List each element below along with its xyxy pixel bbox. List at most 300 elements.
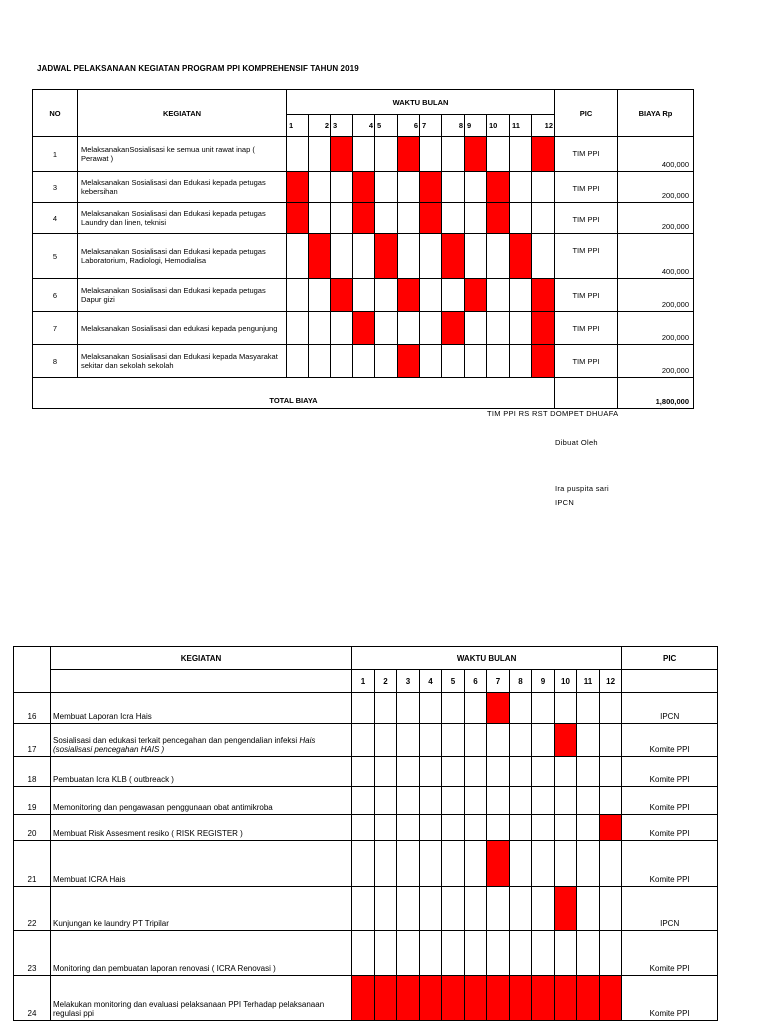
month-cell <box>442 693 465 724</box>
month-cell <box>375 137 398 172</box>
activity-cell: Membuat ICRA Hais <box>51 841 352 887</box>
month-header: 1 <box>287 115 309 137</box>
activity-cell: Membuat Risk Assesment resiko ( RISK REGISTER ) <box>51 815 352 841</box>
month-cell <box>465 172 487 203</box>
activity-cell: Memonitoring dan pengawasan penggunaan obat antimikroba <box>51 787 352 815</box>
month-header: 9 <box>532 670 555 693</box>
pic-cell: TIM PPI <box>555 312 618 345</box>
table-row <box>14 887 718 931</box>
scheduled-month-cell <box>510 234 532 279</box>
header-row <box>14 647 718 670</box>
month-cell <box>397 931 420 976</box>
month-cell <box>309 203 331 234</box>
scheduled-month-cell <box>375 234 398 279</box>
pic-cell: Komite PPI <box>622 787 718 815</box>
scheduled-month-cell <box>353 172 375 203</box>
scheduled-month-cell <box>420 172 442 203</box>
month-header: 4 <box>353 115 375 137</box>
month-cell <box>532 693 555 724</box>
month-cell <box>577 931 600 976</box>
scheduled-month-cell <box>375 976 397 1021</box>
header-kegiatan: KEGIATAN <box>51 647 352 670</box>
cost-cell: 200,000 <box>618 279 694 312</box>
month-cell <box>465 887 487 931</box>
pic-cell: Komite PPI <box>622 815 718 841</box>
month-cell <box>397 724 420 757</box>
scheduled-month-cell <box>465 976 487 1021</box>
cost-cell: 200,000 <box>618 172 694 203</box>
scheduled-month-cell <box>600 815 622 841</box>
pic-cell: IPCN <box>622 693 718 724</box>
month-header: 11 <box>577 670 600 693</box>
month-cell <box>353 279 375 312</box>
scheduled-month-cell <box>353 312 375 345</box>
month-cell <box>487 234 510 279</box>
month-cell <box>420 887 442 931</box>
month-cell <box>600 693 622 724</box>
header-pic: PIC <box>555 90 618 137</box>
total-row <box>33 378 694 409</box>
made-by-label: Dibuat Oleh <box>555 438 598 447</box>
month-header: 1 <box>352 670 375 693</box>
month-cell <box>352 757 375 787</box>
row-number: 8 <box>33 345 78 378</box>
month-header: 2 <box>375 670 397 693</box>
month-cell <box>398 172 420 203</box>
document-title: JADWAL PELAKSANAAN KEGIATAN PROGRAM PPI KOMPREHENSIF TAHUN 2019 <box>37 64 359 73</box>
month-cell <box>375 693 397 724</box>
month-cell <box>555 815 577 841</box>
activity-cell: Melakukan monitoring dan evaluasi pelaksanaan PPI Terhadap pelaksanaan regulasi ppi <box>51 976 352 1021</box>
month-header: 3 <box>331 115 353 137</box>
signer-name: Ira puspita sari <box>555 484 609 493</box>
pic-cell: Komite PPI <box>622 931 718 976</box>
month-cell <box>420 312 442 345</box>
table-row <box>14 931 718 976</box>
month-cell <box>398 203 420 234</box>
month-cell <box>375 345 398 378</box>
month-header: 10 <box>555 670 577 693</box>
month-cell <box>442 841 465 887</box>
month-cell <box>555 841 577 887</box>
month-cell <box>353 234 375 279</box>
month-header: 3 <box>397 670 420 693</box>
schedule-table-2 <box>13 646 718 1021</box>
pic-cell: TIM PPI <box>555 234 618 279</box>
month-cell <box>420 815 442 841</box>
month-cell <box>487 787 510 815</box>
month-header: 8 <box>442 115 465 137</box>
month-cell <box>510 312 532 345</box>
month-cell <box>510 137 532 172</box>
table-row <box>33 279 694 312</box>
month-cell <box>532 203 555 234</box>
row-number: 4 <box>33 203 78 234</box>
month-cell <box>465 234 487 279</box>
scheduled-month-cell <box>353 203 375 234</box>
scheduled-month-cell <box>577 976 600 1021</box>
month-cell <box>420 724 442 757</box>
table-row <box>33 345 694 378</box>
pic-cell: IPCN <box>622 887 718 931</box>
month-cell <box>442 724 465 757</box>
month-cell <box>577 841 600 887</box>
month-cell <box>465 312 487 345</box>
month-cell <box>532 841 555 887</box>
month-cell <box>375 172 398 203</box>
month-cell <box>465 787 487 815</box>
activity-cell: Kunjungan ke laundry PT Tripilar <box>51 887 352 931</box>
month-cell <box>309 312 331 345</box>
month-cell <box>397 787 420 815</box>
month-cell <box>331 312 353 345</box>
month-cell <box>532 757 555 787</box>
month-header: 12 <box>600 670 622 693</box>
month-cell <box>352 724 375 757</box>
pic-cell: TIM PPI <box>555 137 618 172</box>
scheduled-month-cell <box>600 976 622 1021</box>
scheduled-month-cell <box>532 976 555 1021</box>
month-cell <box>397 815 420 841</box>
scheduled-month-cell <box>532 279 555 312</box>
month-cell <box>600 931 622 976</box>
total-value: 1,800,000 <box>618 378 694 409</box>
month-cell <box>287 312 309 345</box>
month-cell <box>465 345 487 378</box>
activity-cell: Melaksanakan Sosialisasi dan edukasi kepada pengunjung <box>78 312 287 345</box>
month-cell <box>555 787 577 815</box>
scheduled-month-cell <box>398 345 420 378</box>
scheduled-month-cell <box>487 203 510 234</box>
month-cell <box>375 757 397 787</box>
month-cell <box>600 724 622 757</box>
month-cell <box>442 787 465 815</box>
month-cell <box>510 931 532 976</box>
activity-cell: Melaksanakan Sosialisasi dan Edukasi kepada petugas Laboratorium, Radiologi, Hemodialisa <box>78 234 287 279</box>
month-header: 6 <box>398 115 420 137</box>
month-cell <box>532 787 555 815</box>
row-number: 5 <box>33 234 78 279</box>
scheduled-month-cell <box>397 976 420 1021</box>
scheduled-month-cell <box>532 312 555 345</box>
row-number: 7 <box>33 312 78 345</box>
month-cell <box>375 203 398 234</box>
scheduled-month-cell <box>487 172 510 203</box>
month-cell <box>465 815 487 841</box>
month-cell <box>487 312 510 345</box>
header-waktu-bulan: WAKTU BULAN <box>352 647 622 670</box>
month-cell <box>510 724 532 757</box>
row-number: 3 <box>33 172 78 203</box>
month-header: 4 <box>420 670 442 693</box>
month-cell <box>532 815 555 841</box>
scheduled-month-cell <box>398 279 420 312</box>
scheduled-month-cell <box>555 887 577 931</box>
scheduled-month-cell <box>309 234 331 279</box>
month-cell <box>487 724 510 757</box>
scheduled-month-cell <box>487 976 510 1021</box>
month-cell <box>420 693 442 724</box>
month-cell <box>465 693 487 724</box>
month-cell <box>398 312 420 345</box>
month-cell <box>532 172 555 203</box>
month-cell <box>375 931 397 976</box>
month-cell <box>352 931 375 976</box>
month-header: 5 <box>442 670 465 693</box>
pic-cell: TIM PPI <box>555 345 618 378</box>
table-row <box>33 172 694 203</box>
activity-cell: Melaksanakan Sosialisasi dan Edukasi kepada petugas kebersihan <box>78 172 287 203</box>
month-cell <box>487 815 510 841</box>
month-cell <box>420 234 442 279</box>
month-cell <box>331 172 353 203</box>
month-cell <box>397 887 420 931</box>
month-cell <box>375 724 397 757</box>
month-cell <box>577 815 600 841</box>
row-number: 18 <box>14 757 51 787</box>
month-cell <box>510 693 532 724</box>
month-cell <box>532 887 555 931</box>
scheduled-month-cell <box>465 279 487 312</box>
month-cell <box>442 345 465 378</box>
month-cell <box>465 757 487 787</box>
scheduled-month-cell <box>287 172 309 203</box>
table-row <box>14 841 718 887</box>
scheduled-month-cell <box>555 724 577 757</box>
total-label: TOTAL BIAYA <box>269 396 318 405</box>
month-cell <box>375 815 397 841</box>
cost-cell: 400,000 <box>618 234 694 279</box>
table-row <box>33 137 694 172</box>
row-number: 1 <box>33 137 78 172</box>
month-cell <box>510 279 532 312</box>
scheduled-month-cell <box>532 137 555 172</box>
month-cell <box>555 757 577 787</box>
table-row <box>14 815 718 841</box>
org-name: TIM PPI RS RST DOMPET DHUAFA <box>487 409 619 418</box>
pic-cell: Komite PPI <box>622 976 718 1021</box>
activity-cell: MelaksanakanSosialisasi ke semua unit rawat inap ( Perawat ) <box>78 137 287 172</box>
month-cell <box>577 724 600 757</box>
signer-role: IPCN <box>555 498 575 507</box>
row-number: 16 <box>14 693 51 724</box>
month-cell <box>487 757 510 787</box>
row-number: 17 <box>14 724 51 757</box>
month-cell <box>420 757 442 787</box>
month-header: 8 <box>510 670 532 693</box>
month-cell <box>375 841 397 887</box>
month-cell <box>577 887 600 931</box>
month-cell <box>331 203 353 234</box>
month-header: 7 <box>487 670 510 693</box>
header-blank <box>51 670 352 693</box>
scheduled-month-cell <box>442 234 465 279</box>
month-cell <box>487 931 510 976</box>
month-header: 12 <box>532 115 555 137</box>
month-cell <box>331 234 353 279</box>
month-cell <box>532 234 555 279</box>
header-kegiatan: KEGIATAN <box>78 90 287 137</box>
cost-cell: 400,000 <box>618 137 694 172</box>
activity-cell <box>51 724 352 757</box>
activity-text-italic: Hais (sosialisasi pencegahan HAIS ) <box>53 736 316 754</box>
month-cell <box>465 841 487 887</box>
table-row <box>14 787 718 815</box>
month-header: 9 <box>465 115 487 137</box>
activity-text: Sosialisasi dan edukasi terkait pencegahan dan pengendalian infeksi <box>53 736 300 745</box>
month-cell <box>398 234 420 279</box>
month-cell <box>487 887 510 931</box>
month-cell <box>375 279 398 312</box>
month-cell <box>510 345 532 378</box>
activity-cell: Pembuatan Icra KLB ( outbreack ) <box>51 757 352 787</box>
header-biaya: BIAYA Rp <box>618 90 694 137</box>
month-cell <box>577 693 600 724</box>
month-cell <box>420 787 442 815</box>
pic-cell: TIM PPI <box>555 279 618 312</box>
month-cell <box>600 841 622 887</box>
month-cell <box>353 345 375 378</box>
month-cell <box>309 137 331 172</box>
month-header: 6 <box>465 670 487 693</box>
scheduled-month-cell <box>532 345 555 378</box>
row-number: 23 <box>14 931 51 976</box>
total-label-cell <box>33 378 555 409</box>
month-cell <box>420 931 442 976</box>
month-cell <box>442 757 465 787</box>
month-cell <box>442 172 465 203</box>
month-cell <box>352 815 375 841</box>
table-row <box>33 312 694 345</box>
total-pic-cell <box>555 378 618 409</box>
table-row <box>14 693 718 724</box>
cost-cell: 200,000 <box>618 312 694 345</box>
month-cell <box>442 203 465 234</box>
scheduled-month-cell <box>555 976 577 1021</box>
pic-cell: Komite PPI <box>622 724 718 757</box>
month-cell <box>287 137 309 172</box>
month-cell <box>397 693 420 724</box>
month-cell <box>287 345 309 378</box>
month-cell <box>600 887 622 931</box>
month-cell <box>600 757 622 787</box>
pic-cell: TIM PPI <box>555 172 618 203</box>
scheduled-month-cell <box>398 137 420 172</box>
month-cell <box>375 887 397 931</box>
scheduled-month-cell <box>331 137 353 172</box>
row-number: 24 <box>14 976 51 1021</box>
month-cell <box>577 787 600 815</box>
month-cell <box>510 757 532 787</box>
month-cell <box>532 931 555 976</box>
scheduled-month-cell <box>287 203 309 234</box>
month-cell <box>600 787 622 815</box>
month-header: 7 <box>420 115 442 137</box>
month-cell <box>442 815 465 841</box>
table-row <box>33 234 694 279</box>
month-header-row <box>14 670 718 693</box>
month-cell <box>287 234 309 279</box>
month-cell <box>555 693 577 724</box>
activity-cell: Melaksanakan Sosialisasi dan Edukasi kepada petugas Laundry dan linen, teknisi <box>78 203 287 234</box>
month-cell <box>510 172 532 203</box>
month-cell <box>331 345 353 378</box>
month-cell <box>510 787 532 815</box>
scheduled-month-cell <box>487 841 510 887</box>
table-row <box>14 976 718 1021</box>
row-number: 21 <box>14 841 51 887</box>
month-cell <box>309 279 331 312</box>
activity-cell: Membuat Laporan Icra Hais <box>51 693 352 724</box>
header-pic: PIC <box>622 647 718 670</box>
table-row <box>14 724 718 757</box>
cost-cell: 200,000 <box>618 345 694 378</box>
pic-cell: Komite PPI <box>622 757 718 787</box>
month-cell <box>420 137 442 172</box>
schedule-table-1 <box>32 89 694 409</box>
month-cell <box>465 203 487 234</box>
month-cell <box>510 841 532 887</box>
pic-cell: Komite PPI <box>622 841 718 887</box>
month-cell <box>420 279 442 312</box>
header-row <box>33 90 694 115</box>
scheduled-month-cell <box>465 137 487 172</box>
scheduled-month-cell <box>352 976 375 1021</box>
month-cell <box>442 887 465 931</box>
month-cell <box>442 279 465 312</box>
month-cell <box>352 887 375 931</box>
month-cell <box>309 345 331 378</box>
scheduled-month-cell <box>510 976 532 1021</box>
month-cell <box>375 787 397 815</box>
row-number: 6 <box>33 279 78 312</box>
month-cell <box>510 815 532 841</box>
month-cell <box>352 693 375 724</box>
month-cell <box>309 172 331 203</box>
scheduled-month-cell <box>442 312 465 345</box>
month-cell <box>287 279 309 312</box>
month-cell <box>465 931 487 976</box>
month-cell <box>555 931 577 976</box>
header-no-blank <box>14 647 51 693</box>
month-cell <box>510 203 532 234</box>
header-blank <box>622 670 718 693</box>
scheduled-month-cell <box>487 693 510 724</box>
scheduled-month-cell <box>420 203 442 234</box>
month-cell <box>532 724 555 757</box>
month-cell <box>487 279 510 312</box>
cost-cell: 200,000 <box>618 203 694 234</box>
table-row <box>14 757 718 787</box>
header-no: NO <box>33 90 78 137</box>
month-cell <box>375 312 398 345</box>
month-cell <box>397 841 420 887</box>
month-cell <box>352 841 375 887</box>
table-row <box>33 203 694 234</box>
month-cell <box>577 757 600 787</box>
month-header: 11 <box>510 115 532 137</box>
activity-cell: Melaksanakan Sosialisasi dan Edukasi kepada petugas Dapur gizi <box>78 279 287 312</box>
row-number: 20 <box>14 815 51 841</box>
month-cell <box>487 345 510 378</box>
activity-cell: Monitoring dan pembuatan laporan renovasi ( ICRA Renovasi ) <box>51 931 352 976</box>
month-cell <box>420 841 442 887</box>
row-number: 22 <box>14 887 51 931</box>
activity-cell: Melaksanakan Sosialisasi dan Edukasi kepada Masyarakat sekitar dan sekolah sekolah <box>78 345 287 378</box>
month-cell <box>442 931 465 976</box>
scheduled-month-cell <box>420 976 442 1021</box>
header-waktu-bulan: WAKTU BULAN <box>287 90 555 115</box>
